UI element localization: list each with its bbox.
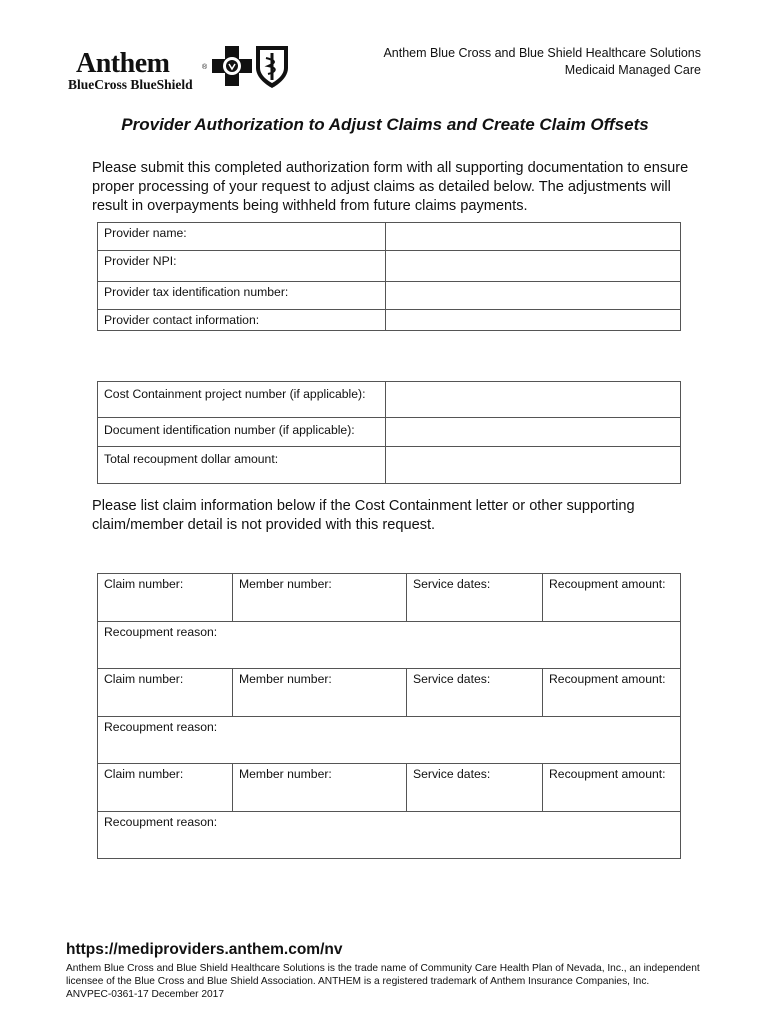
footer-legal <box>66 962 716 1001</box>
provider-tax-id-field[interactable] <box>386 282 681 310</box>
document-id-label: Document identification number (if applicable): <box>98 418 386 447</box>
recoupment-reason-field[interactable]: Recoupment reason: <box>98 622 681 669</box>
provider-row <box>98 310 681 331</box>
reason-row <box>98 812 681 859</box>
recoupment-reason-field[interactable]: Recoupment reason: <box>98 717 681 764</box>
document-id-field[interactable] <box>386 418 681 447</box>
cost-row <box>98 382 681 418</box>
document-id: ANVPEC-0361-17 December 2017 <box>66 989 224 1000</box>
claim-row <box>98 574 681 622</box>
cost-containment-table <box>97 381 681 484</box>
service-dates-field[interactable]: Service dates: <box>407 574 543 622</box>
reason-row <box>98 622 681 669</box>
provider-contact-label: Provider contact information: <box>98 310 386 331</box>
provider-name-label: Provider name: <box>98 223 386 251</box>
provider-tax-id-label: Provider tax identification number: <box>98 282 386 310</box>
recoupment-amount-field[interactable]: Recoupment amount: <box>543 669 681 717</box>
provider-npi-field[interactable] <box>386 251 681 282</box>
form-title: Provider Authorization to Adjust Claims and Create Claim Offsets <box>121 115 649 134</box>
claim-row <box>98 764 681 812</box>
claim-number-field[interactable]: Claim number: <box>98 764 233 812</box>
claim-number-field[interactable]: Claim number: <box>98 574 233 622</box>
provider-row <box>98 223 681 251</box>
provider-name-field[interactable] <box>386 223 681 251</box>
member-number-field[interactable]: Member number: <box>233 669 407 717</box>
logo-subbrand-text: BlueCross BlueShield <box>68 77 193 92</box>
header-line-1: Anthem Blue Cross and Blue Shield Healthcare Solutions <box>383 46 701 60</box>
recoupment-reason-field[interactable]: Recoupment reason: <box>98 812 681 859</box>
cost-row <box>98 447 681 484</box>
cost-project-number-label: Cost Containment project number (if applicable): <box>98 382 386 418</box>
header-organization <box>383 45 701 79</box>
member-number-field[interactable]: Member number: <box>233 574 407 622</box>
service-dates-field[interactable]: Service dates: <box>407 764 543 812</box>
legal-notice: Anthem Blue Cross and Blue Shield Healthcare Solutions is the trade name of Community Care Health Plan of Nevada, Inc., an independent licensee of the Blue Cross and Blue Shield Association. ANTHEM is a registered trademark of Anthem Insurance Companies, Inc. <box>66 963 700 987</box>
cost-project-number-field[interactable] <box>386 382 681 418</box>
anthem-logo <box>68 44 298 96</box>
claim-instructions: Please list claim information below if the Cost Containment letter or other supporting claim/member detail is not provided with this request. <box>92 498 635 533</box>
provider-npi-label: Provider NPI: <box>98 251 386 282</box>
recoupment-amount-field[interactable]: Recoupment amount: <box>543 764 681 812</box>
blue-cross-icon <box>210 44 254 88</box>
total-recoupment-label: Total recoupment dollar amount: <box>98 447 386 484</box>
header-line-2: Medicaid Managed Care <box>564 63 701 77</box>
claim-number-field[interactable]: Claim number: <box>98 669 233 717</box>
logo-brand-text: Anthem <box>76 48 170 79</box>
provider-info-table <box>97 222 681 331</box>
provider-contact-field[interactable] <box>386 310 681 331</box>
logo-registered-mark: ® <box>202 64 208 71</box>
intro-paragraph: Please submit this completed authorization form with all supporting documentation to ensure proper processing of your request to adjust claims as detailed below. The adjustments will result in overpayments being withheld from future claims payments. <box>92 160 689 214</box>
provider-row <box>98 251 681 282</box>
service-dates-field[interactable]: Service dates: <box>407 669 543 717</box>
claim-row <box>98 669 681 717</box>
reason-row <box>98 717 681 764</box>
provider-row <box>98 282 681 310</box>
provider-website-link[interactable]: https://mediproviders.anthem.com/nv <box>66 941 343 958</box>
member-number-field[interactable]: Member number: <box>233 764 407 812</box>
cost-row <box>98 418 681 447</box>
recoupment-amount-field[interactable]: Recoupment amount: <box>543 574 681 622</box>
claims-table <box>97 573 681 859</box>
total-recoupment-field[interactable] <box>386 447 681 484</box>
blue-shield-icon <box>254 44 290 90</box>
